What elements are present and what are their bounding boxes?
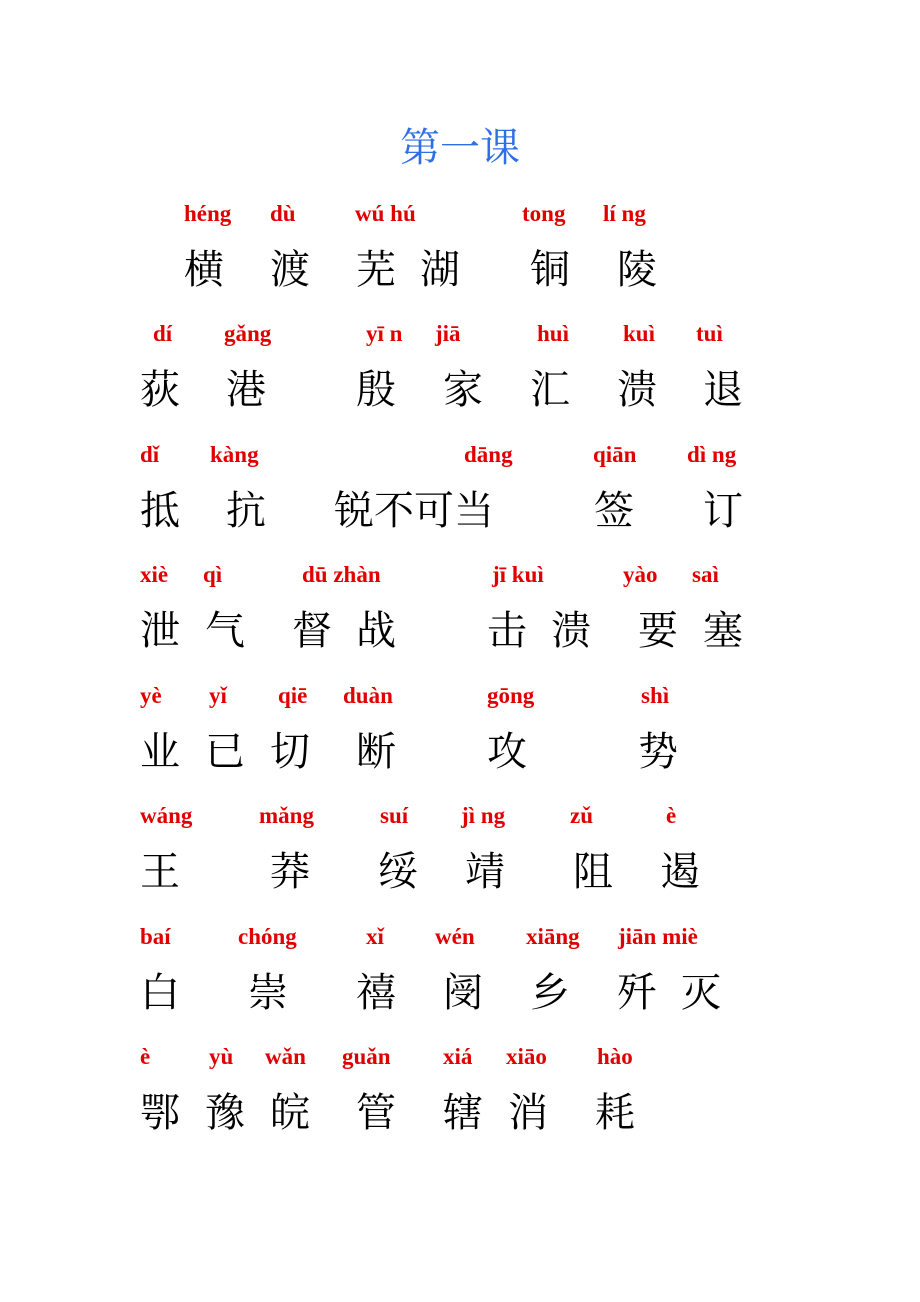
hanzi-char: 崇: [248, 970, 288, 1016]
hanzi-char: 溃: [617, 367, 657, 413]
hanzi-char: 泄: [140, 608, 180, 654]
pinyin-label: yè: [140, 683, 162, 708]
pinyin-label: è: [140, 1044, 151, 1069]
hanzi-char: 殷: [356, 367, 396, 413]
hanzi-char: 港: [226, 367, 266, 413]
pinyin-label: gōng: [487, 683, 535, 708]
pinyin-label: tong: [522, 201, 566, 226]
hanzi-char: 禧: [356, 970, 396, 1016]
hanzi-char: 抵: [140, 488, 180, 534]
hanzi-char: 战: [356, 608, 396, 654]
hanzi-char: 势: [638, 729, 678, 775]
pinyin-label: huì: [537, 321, 569, 346]
pinyin-label: yào: [623, 562, 658, 587]
page-title: 第一课: [400, 125, 520, 171]
hanzi-char: 灭: [681, 970, 721, 1016]
pinyin-label: héng: [184, 201, 232, 226]
pinyin-label: wén: [435, 924, 475, 949]
pinyin-label: jiān miè: [618, 924, 698, 949]
hanzi-char: 莽: [270, 849, 310, 895]
pinyin-label: lí ng: [603, 201, 646, 226]
hanzi-char: 陵: [617, 247, 657, 293]
hanzi-phrase: 锐不可当: [334, 488, 494, 534]
pinyin-label: guǎn: [342, 1044, 391, 1069]
pinyin-label: xiè: [140, 562, 169, 587]
hanzi-char: 皖: [270, 1090, 310, 1136]
pinyin-label: kàng: [210, 442, 259, 467]
hanzi-char: 耗: [595, 1090, 635, 1136]
pinyin-label: tuì: [696, 321, 723, 346]
pinyin-label: yī n: [366, 321, 403, 346]
pinyin-label: duàn: [343, 683, 393, 708]
hanzi-char: 芜: [356, 247, 396, 293]
pinyin-label: dāng: [464, 442, 513, 467]
pinyin-label: xǐ: [366, 924, 384, 949]
pinyin-label: dū zhàn: [302, 562, 381, 587]
hanzi-char: 击: [487, 608, 527, 654]
hanzi-char: 塞: [703, 608, 743, 654]
hanzi-char: 湖: [420, 247, 460, 293]
hanzi-char: 阻: [573, 849, 613, 895]
hanzi-char: 靖: [465, 849, 505, 895]
pinyin-label: mǎng: [259, 803, 314, 828]
hanzi-char: 已: [205, 729, 245, 775]
pinyin-label: shì: [641, 683, 670, 708]
pinyin-label: yù: [209, 1044, 234, 1069]
hanzi-char: 抗: [226, 488, 266, 534]
pinyin-label: gǎng: [224, 321, 272, 346]
pinyin-label: suí: [380, 803, 409, 828]
hanzi-char: 铜: [530, 247, 570, 293]
hanzi-char: 横: [184, 247, 224, 293]
pinyin-label: saì: [692, 562, 719, 587]
pinyin-label: jì ng: [461, 803, 506, 828]
pinyin-label: qiān: [593, 442, 637, 467]
pinyin-label: xiāo: [506, 1044, 547, 1069]
hanzi-char: 签: [594, 488, 634, 534]
pinyin-label: qì: [203, 562, 223, 587]
pinyin-label: jiā: [435, 321, 461, 346]
pinyin-label: dí: [153, 321, 173, 346]
hanzi-char: 气: [205, 608, 245, 654]
pinyin-label: hào: [597, 1044, 633, 1069]
hanzi-char: 要: [638, 608, 678, 654]
pinyin-label: kuì: [623, 321, 655, 346]
pinyin-label: yǐ: [209, 683, 227, 708]
pinyin-label: xiá: [443, 1044, 473, 1069]
hanzi-char: 王: [140, 849, 180, 895]
hanzi-char: 管: [356, 1090, 396, 1136]
hanzi-char: 切: [270, 729, 310, 775]
hanzi-char: 绥: [378, 849, 418, 895]
pinyin-label: zǔ: [570, 803, 593, 828]
pinyin-label: wú hú: [355, 201, 416, 226]
hanzi-char: 家: [443, 367, 483, 413]
hanzi-char: 督: [292, 608, 332, 654]
pinyin-label: jī kuì: [492, 562, 544, 587]
pinyin-label: wǎn: [265, 1044, 306, 1069]
hanzi-char: 豫: [205, 1090, 245, 1136]
hanzi-char: 白: [140, 970, 180, 1016]
pinyin-label: baí: [140, 924, 171, 949]
pinyin-label: wáng: [140, 803, 193, 828]
pinyin-label: dì ng: [687, 442, 737, 467]
hanzi-char: 阌: [443, 970, 483, 1016]
hanzi-char: 业: [140, 729, 180, 775]
hanzi-char: 鄂: [140, 1090, 180, 1136]
hanzi-char: 攻: [487, 729, 527, 775]
hanzi-char: 溃: [551, 608, 591, 654]
hanzi-char: 遏: [660, 849, 700, 895]
pinyin-label: xiāng: [526, 924, 580, 949]
pinyin-label: qiē: [278, 683, 308, 708]
hanzi-char: 乡: [530, 970, 570, 1016]
pinyin-label: dǐ: [140, 442, 160, 467]
hanzi-char: 断: [356, 729, 396, 775]
hanzi-char: 消: [508, 1090, 548, 1136]
hanzi-char: 歼: [617, 970, 657, 1016]
hanzi-char: 订: [703, 488, 743, 534]
hanzi-char: 渡: [270, 247, 310, 293]
pinyin-label: chóng: [238, 924, 297, 949]
pinyin-label: dù: [270, 201, 296, 226]
hanzi-char: 汇: [530, 367, 570, 413]
hanzi-char: 退: [703, 367, 743, 413]
pinyin-label: è: [666, 803, 677, 828]
hanzi-char: 荻: [140, 367, 180, 413]
hanzi-char: 辖: [443, 1090, 483, 1136]
